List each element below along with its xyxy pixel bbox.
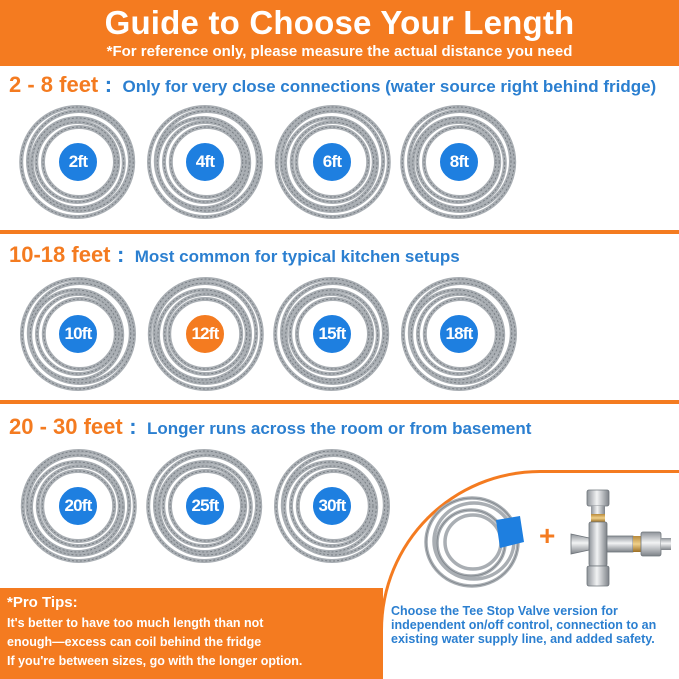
- pro-tip-line: enough—excess can coil behind the fridge: [7, 635, 262, 649]
- length-badge: 2ft: [57, 141, 99, 183]
- length-option-2ft[interactable]: [18, 102, 138, 222]
- pro-tips-title: *Pro Tips:: [7, 594, 78, 611]
- section-range: 10-18 feet: [9, 242, 111, 267]
- length-badge: 8ft: [438, 141, 480, 183]
- length-option-6ft[interactable]: [272, 102, 392, 222]
- length-option-25ft[interactable]: [145, 446, 265, 566]
- section-colon: :: [116, 242, 125, 267]
- length-badge-highlighted: 12ft: [184, 313, 226, 355]
- length-option-15ft[interactable]: [272, 274, 392, 394]
- length-option-12ft[interactable]: [145, 274, 265, 394]
- section-heading-medium: [9, 242, 460, 268]
- length-badge: 25ft: [184, 485, 226, 527]
- section-divider: [0, 400, 679, 404]
- page-subtitle: *For reference only, please measure the actual distance you need: [106, 43, 573, 60]
- length-option-8ft[interactable]: [399, 102, 519, 222]
- length-option-30ft[interactable]: [272, 446, 392, 566]
- valve-description: Choose the Tee Stop Valve version for independent on/off control, connection to an existing water supply line, and added safety.: [391, 604, 657, 646]
- page-title: Guide to Choose Your Length: [104, 4, 575, 41]
- section-description: Most common for typical kitchen setups: [134, 247, 460, 266]
- length-badge: 20ft: [57, 485, 99, 527]
- length-badge: 6ft: [311, 141, 353, 183]
- length-option-4ft[interactable]: [145, 102, 265, 222]
- length-badge: 4ft: [184, 141, 226, 183]
- length-badge: 10ft: [57, 313, 99, 355]
- length-badge: 18ft: [438, 313, 480, 355]
- header-banner: [0, 0, 679, 66]
- pro-tip-line: If you're between sizes, go with the longer option.: [7, 654, 303, 668]
- pro-tip-line: It's better to have too much length than not: [7, 616, 264, 630]
- section-colon: :: [104, 72, 113, 97]
- tagged-hose-coil-icon: [418, 486, 530, 598]
- length-option-18ft[interactable]: [399, 274, 519, 394]
- section-heading-long: [9, 414, 531, 440]
- section-divider: [0, 230, 679, 234]
- length-badge: 15ft: [311, 313, 353, 355]
- pro-tips-box: [0, 588, 383, 679]
- section-description: Longer runs across the room or from basement: [146, 419, 532, 438]
- section-range: 20 - 30 feet: [9, 414, 123, 439]
- section-colon: :: [129, 414, 137, 439]
- length-option-10ft[interactable]: [18, 274, 138, 394]
- tee-stop-valve-icon: [563, 486, 679, 596]
- length-option-20ft[interactable]: [18, 446, 138, 566]
- plus-sign: +: [539, 520, 556, 551]
- length-badge: 30ft: [311, 485, 353, 527]
- section-description: Only for very close connections (water source right behind fridge): [122, 77, 657, 96]
- section-range: 2 - 8 feet: [9, 72, 99, 97]
- section-heading-short: [9, 72, 656, 98]
